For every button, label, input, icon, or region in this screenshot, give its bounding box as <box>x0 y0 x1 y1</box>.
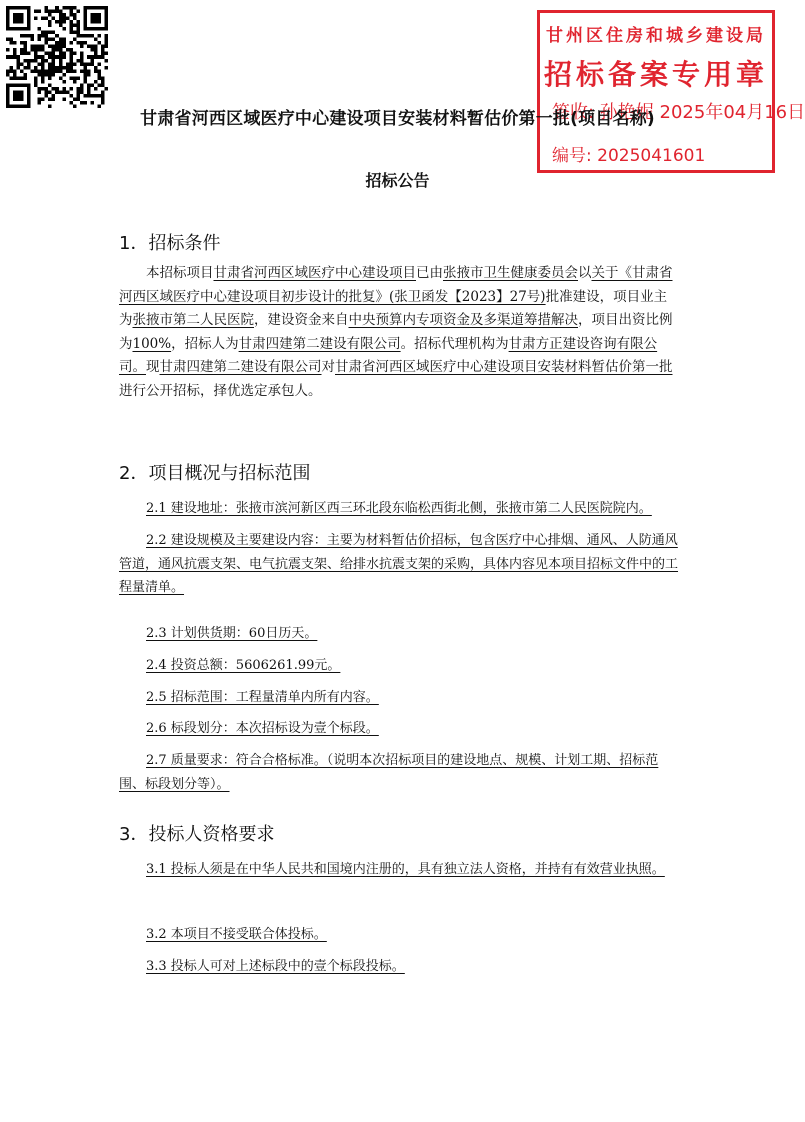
item-3-3-text: 3.3 投标人可对上述标段中的壹个标段投标。 <box>146 959 405 974</box>
item-2-3-text: 2.3 计划供货期：60日历天。 <box>146 626 318 641</box>
stamp-number: 编号: 2025041601 <box>552 146 706 166</box>
section-heading-conditions: 1．招标条件 <box>119 233 221 254</box>
text-run: 以 <box>578 265 592 281</box>
text-run: 进行公开招标，择优选定承包人。 <box>119 382 322 399</box>
item-2-2 <box>119 529 679 600</box>
tender-item: 甘肃省河西区域医疗中心建设项目安装材料暂估价第一批 <box>335 359 673 375</box>
item-3-1-text: 3.1 投标人须是在中华人民共和国境内注册的，具有独立法人资格，并持有有效营业执照。 <box>146 862 665 877</box>
stamp-signature: 签收: 孙艳妮 2025年04月16日 <box>552 102 805 123</box>
item-2-7 <box>119 749 679 796</box>
text-run: 现 <box>146 359 160 375</box>
funding-source: 中央预算内专项资金及多渠道筹措解决 <box>348 312 578 328</box>
item-2-5 <box>119 686 679 710</box>
tender-agency: 甘肃方正建设咨询有限公司。 <box>119 335 658 375</box>
stamp-seal-name: 招标备案专用章 <box>543 58 768 91</box>
item-3-2-text: 3.2 本项目不接受联合体投标。 <box>146 927 327 942</box>
stamp-authority: 甘州区住房和城乡建设局 <box>546 26 766 46</box>
item-2-5-text: 2.5 招标范围：工程量清单内所有内容。 <box>146 690 379 705</box>
item-2-2-text: 2.2 建设规模及主要建设内容：主要为材料暂估价招标，包含医疗中心排烟、通风、人防通风管道，通风抗震支架、电气抗震支架、给排水抗震支架的采购，具体内容见本项目招标文件中的工程量清单。 <box>119 533 679 595</box>
text-run: 对 <box>321 359 335 375</box>
tenderer-name-2: 甘肃四建第二建设有限公司 <box>159 359 322 375</box>
item-2-6-text: 2.6 标段划分：本次招标设为壹个标段。 <box>146 721 379 736</box>
item-2-1 <box>119 497 679 521</box>
approval-document: 关于《甘肃省河西区域医疗中心建设项目初步设计的批复》(张卫函发【2023】27号) <box>119 265 673 305</box>
item-3-3 <box>119 955 679 979</box>
qr-code <box>6 6 108 108</box>
tender-conditions-paragraph <box>119 262 678 403</box>
item-2-4 <box>119 654 679 678</box>
project-name: 甘肃省河西区域医疗中心建设项目 <box>213 265 416 281</box>
funding-ratio: 100% <box>132 335 172 352</box>
item-2-7-text: 2.7 质量要求：符合合格标准。（说明本次招标项目的建设地点、规模、计划工期、招标范围、标段划分等）。 <box>119 753 659 792</box>
item-2-1-text: 2.1 建设地址：张掖市滨河新区西三环北段东临松西街北侧，张掖市第二人民医院院内。 <box>146 501 652 516</box>
text-run: 本招标项目 <box>146 265 214 281</box>
section-heading-overview: 2．项目概况与招标范围 <box>119 463 311 484</box>
official-stamp <box>537 10 805 173</box>
tenderer-name: 甘肃四建第二建设有限公司 <box>238 335 401 352</box>
text-run: ，建设资金来自 <box>254 312 349 328</box>
document-title: 甘肃省河西区域医疗中心建设项目安装材料暂估价第一批(项目名称) <box>140 109 655 129</box>
item-3-2 <box>119 923 679 947</box>
item-3-1 <box>119 858 679 882</box>
approving-authority: 张掖市卫生健康委员会 <box>443 265 578 281</box>
text-run: 。招标代理机构为 <box>400 335 509 352</box>
text-run: 批准建设，项目业主为 <box>119 288 668 328</box>
item-2-6 <box>119 717 679 741</box>
document-subtitle: 招标公告 <box>365 171 430 190</box>
text-run: ，招标人为 <box>171 335 239 352</box>
project-owner: 张掖市第二人民医院 <box>132 312 254 328</box>
item-2-3 <box>119 622 679 646</box>
item-2-4-text: 2.4 投资总额：5606261.99元。 <box>146 658 341 673</box>
text-run: 已由 <box>416 265 443 281</box>
section-heading-qualifications: 3．投标人资格要求 <box>119 824 275 845</box>
text-run: ，项目出资比例为 <box>119 312 673 352</box>
